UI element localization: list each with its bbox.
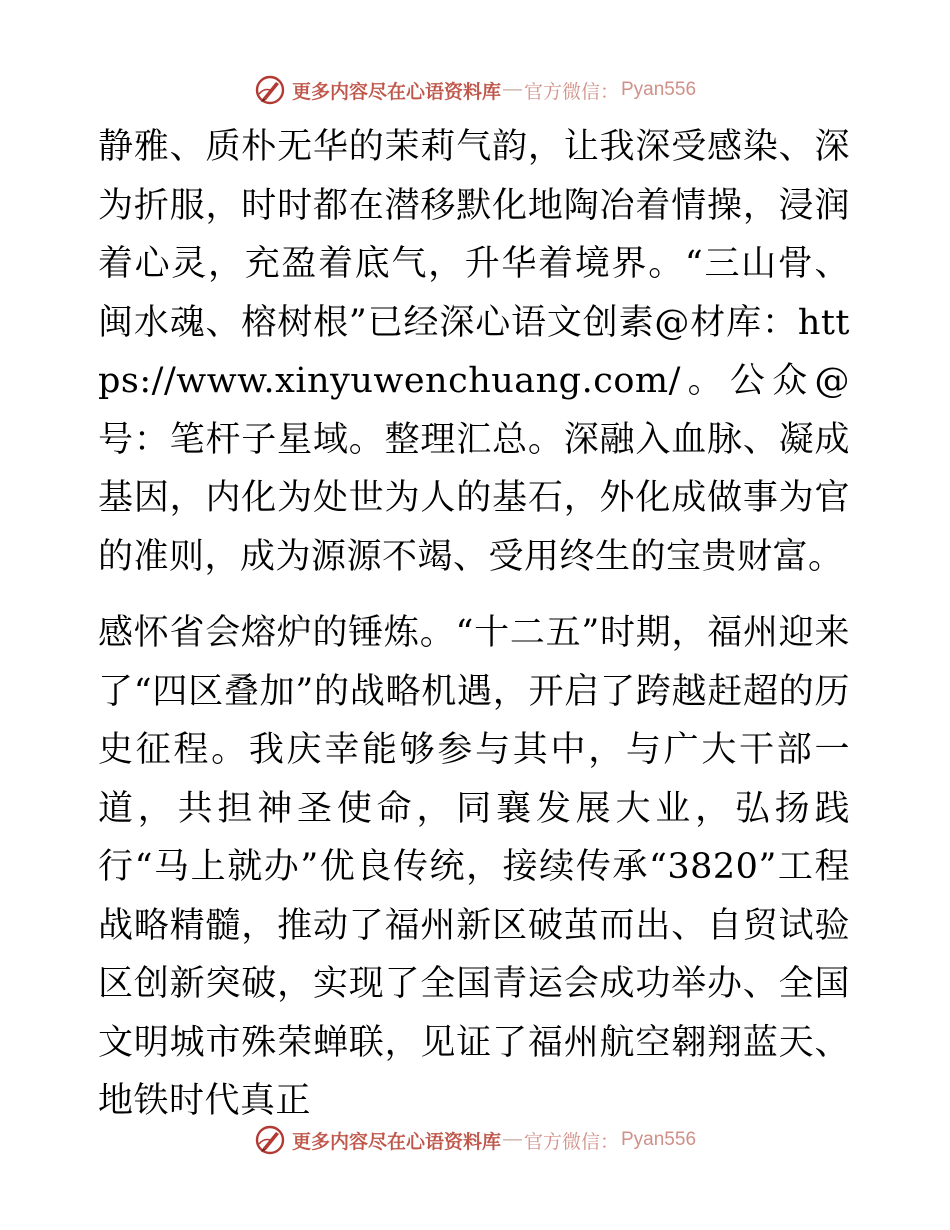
header-wechat-label: 官方微信： bbox=[523, 80, 619, 103]
footer-wechat-label: 官方微信： bbox=[523, 1130, 619, 1153]
quill-logo-icon bbox=[254, 74, 286, 106]
header-watermark bbox=[0, 70, 950, 110]
paragraph-2: 感怀省会熔炉的锤炼。“十二五”时期，福州迎来了“四区叠加”的战略机遇，开启了跨越赶超的历史征程。我庆幸能够参与其中，与广大干部一道，共担神圣使命，同襄发展大业，弘扬践行“马上就办”优良传统，接续传承“3820”工程战略精髓，推动了福州新区破茧而出、自贸试验区创新突破，实现了全国青运会成功举办、全国文明城市殊荣蝉联，见证了福州航空翱翔蓝天、地铁时代真正 bbox=[98, 613, 850, 1121]
footer-wechat-id: Pyan556 bbox=[621, 1129, 697, 1150]
footer-dash: — bbox=[502, 1129, 522, 1150]
footer-brand-text: 更多内容尽在心语资料库 bbox=[291, 1130, 501, 1153]
paragraph-1: 静雅、质朴无华的茉莉气韵，让我深受感染、深为折服，时时都在潜移默化地陶冶着情操，浸润着心灵，充盈着底气，升华着境界。“三山骨、闽水魂、榕树根”已经深心语文创素@材库：https://www.xinyuwenchuang.com/。公众@号：笔杆子星域。整理汇总。深融入血脉、凝成基因，内化为处世为人的基石，外化成做事为官的准则，成为源源不竭、受用终生的宝贵财富。 bbox=[98, 127, 850, 577]
footer-watermark bbox=[0, 1120, 950, 1160]
header-wechat-id: Pyan556 bbox=[621, 79, 697, 100]
document-body bbox=[98, 118, 850, 1131]
header-brand-text: 更多内容尽在心语资料库 bbox=[291, 80, 501, 103]
quill-logo-icon bbox=[254, 1124, 286, 1156]
header-dash: — bbox=[502, 79, 522, 100]
